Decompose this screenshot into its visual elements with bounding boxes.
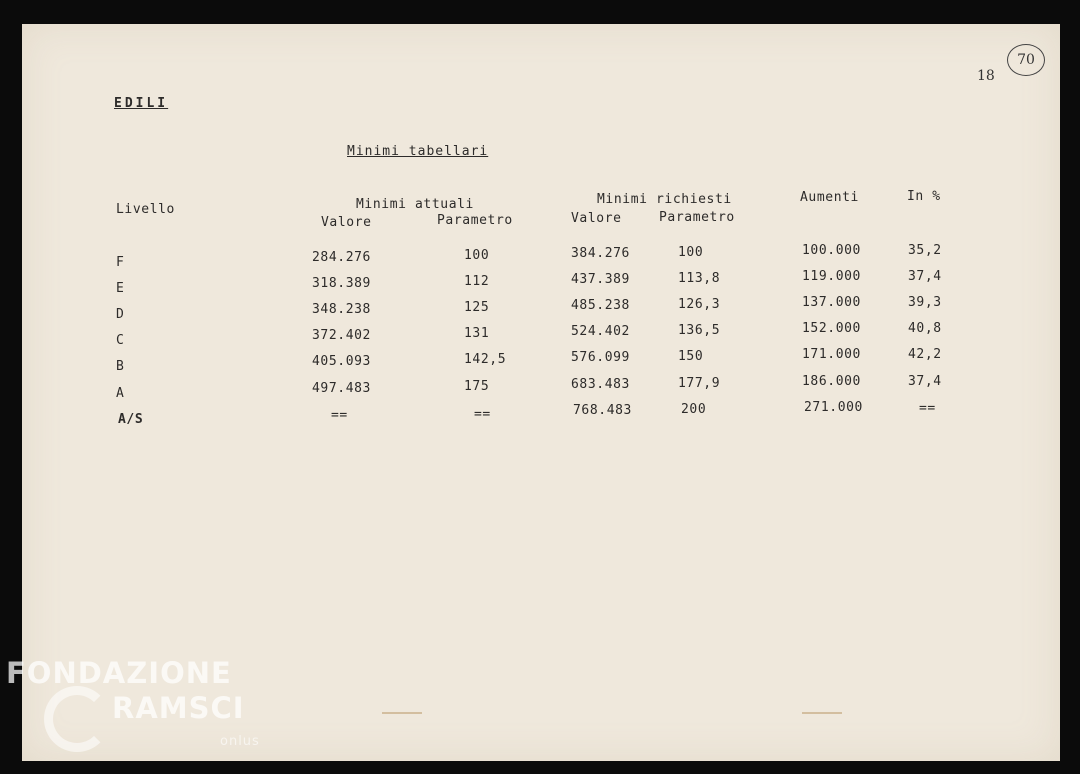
cell-richiesti-valore: 485.238 bbox=[571, 298, 630, 313]
page-number: 18 bbox=[977, 68, 995, 84]
header-richiesti-parametro: Parametro bbox=[659, 210, 735, 225]
cell-richiesti-valore: 768.483 bbox=[573, 403, 632, 418]
cell-richiesti-valore: 576.099 bbox=[571, 350, 630, 365]
cell-richiesti-valore: 384.276 bbox=[571, 246, 630, 261]
cell-attuali-parametro: 131 bbox=[464, 326, 490, 341]
cell-richiesti-parametro: 177,9 bbox=[678, 376, 721, 391]
cell-richiesti-parametro: 100 bbox=[678, 245, 704, 260]
cell-livello: F bbox=[116, 255, 125, 270]
header-attuali-valore: Valore bbox=[321, 215, 372, 230]
cell-percent: 37,4 bbox=[908, 374, 942, 389]
cell-attuali-valore: 318.389 bbox=[312, 276, 371, 291]
cell-richiesti-parametro: 113,8 bbox=[678, 271, 721, 286]
cell-richiesti-parametro: 150 bbox=[678, 349, 704, 364]
cell-percent: 40,8 bbox=[908, 321, 942, 336]
cell-attuali-valore: 497.483 bbox=[312, 381, 371, 396]
cell-aumenti: 152.000 bbox=[802, 321, 861, 336]
cell-percent: 39,3 bbox=[908, 295, 942, 310]
watermark-line2: RAMSCI bbox=[112, 691, 245, 725]
circled-number: 70 bbox=[1007, 44, 1045, 76]
watermark-g-icon bbox=[44, 686, 110, 752]
cell-aumenti: 119.000 bbox=[802, 269, 861, 284]
cell-percent: == bbox=[919, 401, 936, 416]
cell-livello: B bbox=[116, 359, 125, 374]
cell-aumenti: 137.000 bbox=[802, 295, 861, 310]
header-minimi-attuali: Minimi attuali bbox=[356, 197, 474, 212]
cell-percent: 37,4 bbox=[908, 269, 942, 284]
watermark-line1: FONDAZIONE bbox=[6, 656, 232, 690]
cell-richiesti-parametro: 136,5 bbox=[678, 323, 721, 338]
cell-richiesti-parametro: 126,3 bbox=[678, 297, 721, 312]
cell-richiesti-valore: 437.389 bbox=[571, 272, 630, 287]
cell-livello: A bbox=[116, 386, 125, 401]
cell-percent: 35,2 bbox=[908, 243, 942, 258]
header-minimi-richiesti: Minimi richiesti bbox=[597, 192, 732, 207]
cell-livello: C bbox=[116, 333, 125, 348]
fold-mark bbox=[802, 712, 842, 714]
cell-aumenti: 186.000 bbox=[802, 374, 861, 389]
cell-aumenti: 100.000 bbox=[802, 243, 861, 258]
document-page bbox=[22, 24, 1060, 761]
header-richiesti-valore: Valore bbox=[571, 211, 622, 226]
cell-percent: 42,2 bbox=[908, 347, 942, 362]
cell-attuali-valore: 348.238 bbox=[312, 302, 371, 317]
cell-aumenti: 171.000 bbox=[802, 347, 861, 362]
cell-attuali-valore: 372.402 bbox=[312, 328, 371, 343]
cell-attuali-parametro: 175 bbox=[464, 379, 490, 394]
cell-livello: D bbox=[116, 307, 125, 322]
header-livello: Livello bbox=[116, 202, 175, 217]
cell-livello: A/S bbox=[118, 412, 144, 427]
header-attuali-parametro: Parametro bbox=[437, 213, 513, 228]
cell-attuali-parametro: 100 bbox=[464, 248, 490, 263]
cell-attuali-parametro: 112 bbox=[464, 274, 490, 289]
watermark-line3: onlus bbox=[220, 734, 260, 749]
cell-attuali-valore: == bbox=[331, 408, 348, 423]
header-aumenti: Aumenti bbox=[800, 190, 859, 205]
cell-aumenti: 271.000 bbox=[804, 400, 863, 415]
cell-attuali-valore: 405.093 bbox=[312, 354, 371, 369]
cell-attuali-valore: 284.276 bbox=[312, 250, 371, 265]
cell-richiesti-valore: 524.402 bbox=[571, 324, 630, 339]
cell-attuali-parametro: 125 bbox=[464, 300, 490, 315]
cell-richiesti-valore: 683.483 bbox=[571, 377, 630, 392]
fold-mark bbox=[382, 712, 422, 714]
header-in-percent: In % bbox=[907, 189, 941, 204]
cell-richiesti-parametro: 200 bbox=[681, 402, 707, 417]
cell-livello: E bbox=[116, 281, 125, 296]
cell-attuali-parametro: == bbox=[474, 407, 491, 422]
cell-attuali-parametro: 142,5 bbox=[464, 352, 507, 367]
document-heading: EDILI bbox=[114, 96, 169, 111]
document-subheading: Minimi tabellari bbox=[347, 144, 489, 159]
